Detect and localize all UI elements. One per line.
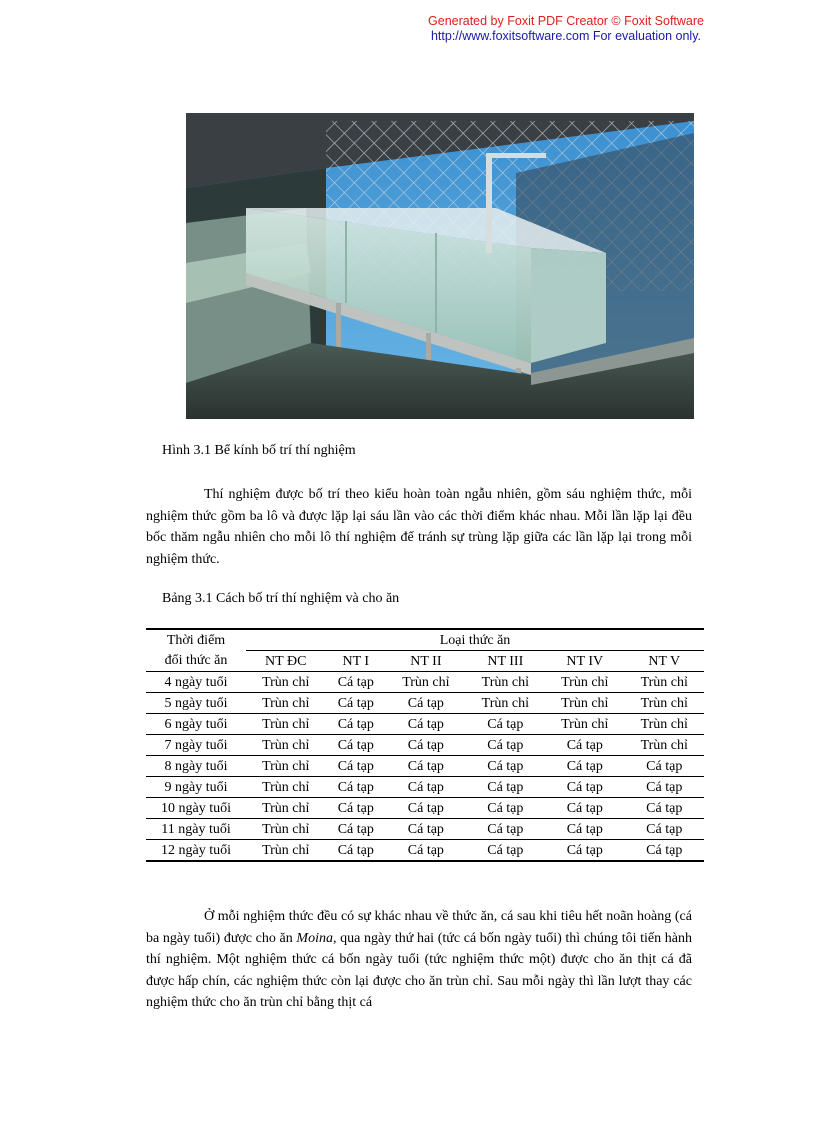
- table-cell: Trùn chỉ: [545, 693, 624, 714]
- paragraph-1-text: Thí nghiệm được bố trí theo kiểu hoàn toàn ngẫu nhiên, gồm sáu nghiệm thức, mỗi nghiệm thức gồm ba lô và được lặp lại sáu lần vào các thời điểm khác nhau. Mỗi lần lặp lại đều bốc thăm ngẫu nhiên cho mỗi lô thí nghiệm để tránh sự trùng lặp giữa các lần lặp lại trong mỗi nghiệm thức.: [146, 487, 692, 567]
- table-cell: Trùn chỉ: [466, 672, 545, 693]
- table-cell: Trùn chỉ: [386, 672, 465, 693]
- table-row-label: 6 ngày tuổi: [146, 714, 246, 735]
- table-row: [146, 840, 704, 862]
- table-cell: Cá tạp: [386, 777, 465, 798]
- table-cell: Trùn chỉ: [246, 756, 325, 777]
- table-cell: Cá tạp: [325, 798, 386, 819]
- table-cell: Cá tạp: [386, 819, 465, 840]
- column-header-nt-iv: NT IV: [545, 651, 624, 672]
- table-cell: Cá tạp: [325, 714, 386, 735]
- table-row: [146, 777, 704, 798]
- table-cell: Trùn chỉ: [625, 714, 705, 735]
- table-cell: Trùn chỉ: [246, 819, 325, 840]
- table-cell: Cá tạp: [466, 840, 545, 862]
- table-cell: Cá tạp: [325, 735, 386, 756]
- table-cell: Cá tạp: [466, 756, 545, 777]
- table-cell: Cá tạp: [386, 756, 465, 777]
- table-cell: Cá tạp: [625, 840, 705, 862]
- table-row: [146, 756, 704, 777]
- table-cell: Cá tạp: [386, 840, 465, 862]
- table-cell: Cá tạp: [466, 735, 545, 756]
- table-row-label: 7 ngày tuổi: [146, 735, 246, 756]
- table-body: [146, 672, 704, 862]
- table-cell: Trùn chỉ: [246, 840, 325, 862]
- table-cell: Cá tạp: [625, 819, 705, 840]
- table-cell: Trùn chỉ: [545, 714, 624, 735]
- watermark-line-1: Generated by Foxit PDF Creator © Foxit Software: [428, 14, 704, 28]
- table-caption: Bảng 3.1 Cách bố trí thí nghiệm và cho ăn: [162, 591, 400, 606]
- table-cell: Cá tạp: [545, 735, 624, 756]
- feeding-schedule-table: [146, 628, 704, 862]
- paragraph-2-italic: Moina: [296, 930, 333, 946]
- table-row: [146, 693, 704, 714]
- table-row: [146, 735, 704, 756]
- table-row-label: 5 ngày tuổi: [146, 693, 246, 714]
- table-row-label: 11 ngày tuổi: [146, 819, 246, 840]
- time-column-header-line2: đổi thức ăn: [146, 651, 246, 672]
- table-row-label: 8 ngày tuổi: [146, 756, 246, 777]
- table-cell: Cá tạp: [386, 693, 465, 714]
- table-cell: Trùn chỉ: [246, 714, 325, 735]
- table-cell: Trùn chỉ: [246, 777, 325, 798]
- column-header-nt-dc: NT ĐC: [246, 651, 325, 672]
- table-row-label: 10 ngày tuổi: [146, 798, 246, 819]
- table-cell: Cá tạp: [325, 819, 386, 840]
- table-cell: Cá tạp: [325, 672, 386, 693]
- aquarium-photo: [186, 113, 694, 419]
- column-header-nt-iii: NT III: [466, 651, 545, 672]
- table-row: [146, 798, 704, 819]
- table-cell: Cá tạp: [386, 735, 465, 756]
- table-cell: Trùn chỉ: [625, 693, 705, 714]
- table-cell: Trùn chỉ: [246, 693, 325, 714]
- table-header-row: [146, 629, 704, 651]
- table-cell: Cá tạp: [325, 756, 386, 777]
- table-cell: Trùn chỉ: [246, 672, 325, 693]
- table-cell: Trùn chỉ: [466, 693, 545, 714]
- table-cell: Cá tạp: [545, 819, 624, 840]
- paragraph-1: [146, 484, 692, 570]
- table-cell: Trùn chỉ: [246, 735, 325, 756]
- time-column-header: Thời điểm: [146, 629, 246, 651]
- table-cell: Cá tạp: [545, 777, 624, 798]
- figure-caption: Hình 3.1 Bể kính bố trí thí nghiệm: [162, 443, 356, 458]
- table-cell: Cá tạp: [545, 840, 624, 862]
- table-cell: Cá tạp: [325, 840, 386, 862]
- table-cell: Trùn chỉ: [625, 735, 705, 756]
- feed-type-group-header: Loại thức ăn: [246, 629, 704, 651]
- table-cell: Trùn chỉ: [545, 672, 624, 693]
- table-cell: Cá tạp: [625, 777, 705, 798]
- table-cell: Cá tạp: [545, 756, 624, 777]
- table-row-label: 12 ngày tuổi: [146, 840, 246, 862]
- table-cell: Cá tạp: [466, 714, 545, 735]
- paragraph-2: [146, 906, 692, 1014]
- table-cell: Cá tạp: [325, 693, 386, 714]
- table-cell: Cá tạp: [625, 756, 705, 777]
- table-cell: Cá tạp: [325, 777, 386, 798]
- foxit-watermark: [428, 14, 704, 44]
- aquarium-photo-illustration: [186, 113, 694, 419]
- table-cell: Cá tạp: [466, 798, 545, 819]
- column-header-nt-ii: NT II: [386, 651, 465, 672]
- paragraph-2-text-after: , qua ngày thứ hai (tức cá bốn ngày tuổi) thì chúng tôi tiến hành thí nghiệm. Một nghiệm thức cá bốn ngày tuổi (tức nghiệm thức một) được cho ăn thịt cá đã được hấp chín, các nghiệm thức còn lại được cho ăn trùn chỉ. Sau mỗi ngày thì lần lượt thay các nghiệm thức cho ăn trùn chỉ bằng thịt cá: [146, 930, 692, 1010]
- table-cell: Cá tạp: [386, 714, 465, 735]
- table-subheader-row: [146, 651, 704, 672]
- table-row: [146, 672, 704, 693]
- table-cell: Cá tạp: [545, 798, 624, 819]
- table-cell: Cá tạp: [466, 819, 545, 840]
- table-cell: Trùn chỉ: [246, 798, 325, 819]
- table-row: [146, 819, 704, 840]
- table-cell: Cá tạp: [386, 798, 465, 819]
- table-cell: Cá tạp: [625, 798, 705, 819]
- paragraph-2-text-before: Ở mỗi nghiệm thức đều có sự khác nhau về thức ăn, cá sau khi tiêu hết noãn hoàng (cá ba ngày tuổi) được cho ăn: [146, 909, 692, 946]
- table-row-label: 4 ngày tuổi: [146, 672, 246, 693]
- watermark-line-2: http://www.foxitsoftware.com For evaluation only.: [430, 29, 702, 43]
- column-header-nt-v: NT V: [625, 651, 705, 672]
- table-row: [146, 714, 704, 735]
- column-header-nt-i: NT I: [325, 651, 386, 672]
- table-cell: Trùn chỉ: [625, 672, 705, 693]
- table-row-label: 9 ngày tuổi: [146, 777, 246, 798]
- table-cell: Cá tạp: [466, 777, 545, 798]
